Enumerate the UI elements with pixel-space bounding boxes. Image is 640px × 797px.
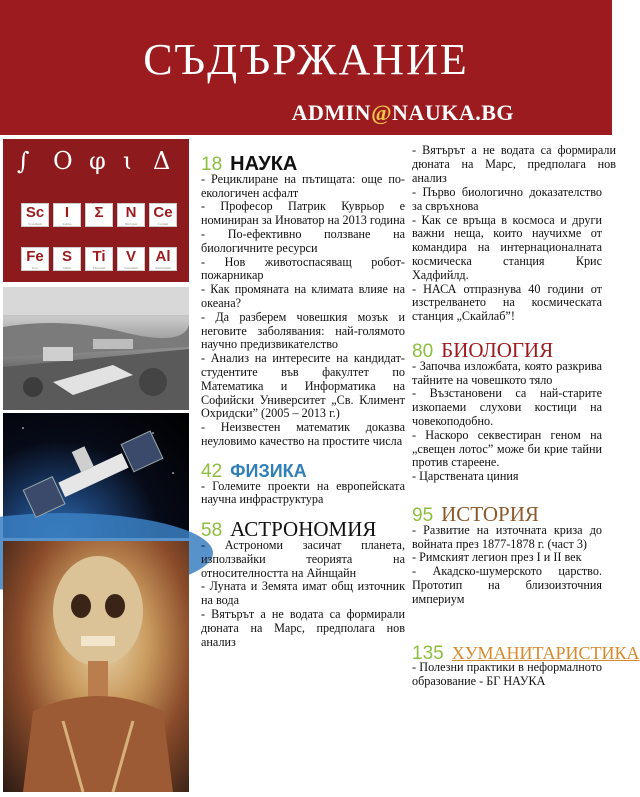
aerial-campus-illustration <box>3 287 189 410</box>
toc-item[interactable]: - Рециклиране на пътищата: още по-екологичен асфалт <box>201 171 405 200</box>
section-title: НАУКА <box>230 153 298 175</box>
header-banner <box>0 0 612 135</box>
section-heading-astronomia[interactable] <box>201 517 405 542</box>
element-tile: Ce Cerium <box>149 203 177 227</box>
space-station-illustration <box>3 413 189 538</box>
logo-symbol: Ο <box>53 147 73 175</box>
anatomy-skull-illustration <box>3 541 189 792</box>
toc-item[interactable]: - Астрономи засичат планета, използвайки теорията на относителността на Айнщайн <box>201 537 405 580</box>
toc-item[interactable]: - Вятърът а не водата са формирали дюната на Марс, предполага нов анализ <box>201 606 405 649</box>
toc-item[interactable]: - Да разберем човешкия мозък и неговите заболявания: най-голямото научно предизвикателство <box>201 309 405 352</box>
element-tile: Al Aluminium <box>149 247 177 271</box>
toc-item[interactable]: - Започва изложбата, която разкрива тайните на човешкото тяло <box>412 358 602 387</box>
human-body-exhibition-photo <box>3 541 189 792</box>
section-heading-biologia[interactable] <box>412 337 602 362</box>
toc-item[interactable]: - Как се връща в космоса и други важни неща, които научихме от командира на интернационалната космическа станция Крис Хадфийлд. <box>412 212 602 282</box>
toc-item[interactable]: - Нов животоспасяващ робот-пожарникар <box>201 254 405 283</box>
space-station-photo <box>3 413 189 538</box>
toc-column-left <box>201 153 406 649</box>
logo-symbol: φ <box>89 147 106 175</box>
toc-item-continued[interactable] <box>412 143 616 186</box>
toc-item[interactable]: - Първо биологично доказателство за свръхнова <box>412 185 602 213</box>
toc-item[interactable]: - Царствената циния <box>412 469 519 484</box>
section-title: ХУМАНИТАРИСТИКА <box>451 642 640 663</box>
logo-symbol: ∫ <box>17 147 30 175</box>
toc-column-right <box>412 143 640 689</box>
section-page-number: 80 <box>412 340 434 362</box>
toc-item[interactable]: - Как промяната на климата влияе на океана? <box>201 282 405 310</box>
element-tile: Ti Titanium <box>85 247 113 271</box>
element-tile: Σ <box>85 203 113 227</box>
section-title: ИСТОРИЯ <box>441 501 539 526</box>
section-page-number: 95 <box>412 504 434 526</box>
section-title: АСТРОНОМИЯ <box>230 517 377 542</box>
logo-symbol: ɩ <box>123 147 133 175</box>
aerial-campus-photo <box>3 287 189 410</box>
section-heading-humanitaristika[interactable] <box>412 642 640 664</box>
toc-item[interactable]: - Неизвестен математик доказва неуловимо качество на простите числа <box>201 420 405 448</box>
element-tile: S Sulfur <box>53 247 81 271</box>
toc-item[interactable]: - Анализ на интересите на кандидат-студентите във факултет по Математика и Информатика на Софийски Университет „Св. Климент Охридски” (2005 – 2013 г.) <box>201 351 405 421</box>
toc-item[interactable]: - НАСА отпразнува 40 години от изстрелването на космическата станция „Скайлаб”! <box>412 281 602 324</box>
element-tile: N Nitrogen <box>117 203 145 227</box>
sofia-science-festival-logo <box>3 139 189 282</box>
toc-item[interactable]: - Римският легион през I и II век <box>412 550 582 565</box>
section-heading-nauka[interactable] <box>201 153 405 175</box>
contact-email[interactable] <box>292 100 514 126</box>
toc-item[interactable]: - Полезни практики в неформалното образование - БГ НАУКА <box>412 660 602 689</box>
toc-item[interactable]: - По-ефективно ползване на биологичните ресурси <box>201 226 405 255</box>
image-column <box>0 135 195 792</box>
element-tile: I Iodine <box>53 203 81 227</box>
toc-item-continued-text: - Вятърът а не водата са формирали дюната на Марс, предполага нов анализ <box>412 143 616 185</box>
toc-item[interactable]: - Професор Патрик Куврьор е номиниран за Иноватор на 2013 година <box>201 199 406 228</box>
element-tile: V Vanadium <box>117 247 145 271</box>
element-tile: Sc Scandium <box>21 203 49 227</box>
section-title: БИОЛОГИЯ <box>441 337 554 362</box>
section-heading-fizika[interactable] <box>201 460 405 482</box>
logo-symbol: Δ <box>153 147 171 175</box>
toc-item[interactable]: - Големите проекти на европейската научна инфраструктура <box>201 478 405 507</box>
page-title: СЪДЪРЖАНИЕ <box>143 35 469 84</box>
section-page-number: 135 <box>412 642 444 664</box>
email-user: ADMIN <box>291 100 372 125</box>
section-title: ФИЗИКА <box>230 460 307 481</box>
toc-item[interactable]: - Възстановени са най-старите изкопаеми слухови костици на човекоподобно. <box>412 386 602 428</box>
element-tile: Fe Iron <box>21 247 49 271</box>
toc-item[interactable]: - Наскоро секвестиран геном на „свещен лотос” може би крие тайни против стареене. <box>412 427 602 470</box>
email-domain: NAUKA.BG <box>392 100 514 125</box>
toc-item[interactable]: - Луната и Земята имат общ източник на вода <box>201 579 405 608</box>
toc-item[interactable]: - Акадско-шумерското царство. Прототип на близоизточния империум <box>412 564 602 606</box>
section-heading-istoria[interactable] <box>412 501 602 526</box>
toc-item[interactable]: - Развитие на източната криза до войната през 1877-1878 г. (част 3) <box>412 522 602 551</box>
email-at-sign: @ <box>371 100 393 125</box>
section-page-number: 18 <box>201 154 223 175</box>
section-page-number: 42 <box>201 460 223 482</box>
section-page-number: 58 <box>201 520 223 542</box>
